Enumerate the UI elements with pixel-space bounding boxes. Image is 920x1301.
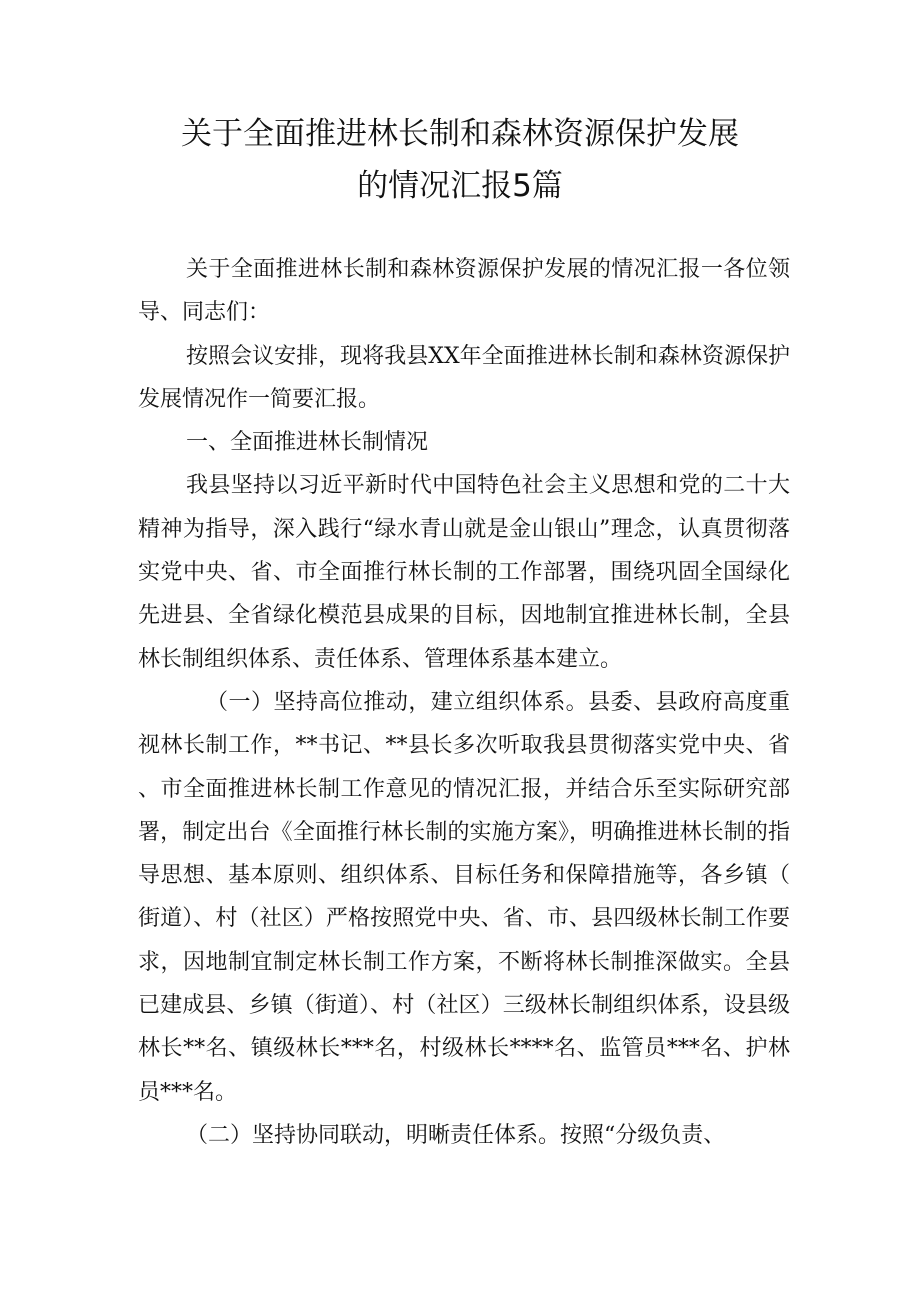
item-2-paragraph: （二）坚持协同联动，明晰责任体系。按照“分级负责、 [186, 1122, 726, 1148]
intro-paragraph: 关于全面推进林长制和森林资源保护发展的情况汇报一各位领导、同志们： [138, 257, 790, 326]
opening-paragraph: 按照会议安排，现将我县XX年全面推进林长制和森林资源保护发展情况作一简要汇报。 [138, 343, 790, 412]
item-1-paragraph: （一）坚持高位推动，建立组织体系。县委、县政府高度重视林长制工作，**书记、**县长多次听取我县贯彻落实党中央、省、市全面推进林长制工作意见的情况汇报，并结合乐至实际研究部署，制定出台《全面推行林长制的实施方案》，明确推进林长制的指导思想、基本原则、组织体系、目标任务和保障措施等，各乡镇（街道）、村（社区）严格按照党中央、省、市、县四级林长制工作要求，因地制宜制定林长制工作方案，不断将林长制推深做实。全县已建成县、乡镇（街道）、村（社区）三级林长制组织体系，设县级林长**名、镇级林长***名，村级林长****名、监管员***名、护林员***名。 [138, 689, 790, 1105]
title-line-2: 的情况汇报5篇 [357, 168, 563, 204]
section-1-heading: 一、全面推进林长制情况 [186, 430, 429, 456]
section-1-body: 我县坚持以习近平新时代中国特色社会主义思想和党的二十大精神为指导，深入践行“绿水青山就是金山银山”理念，认真贯彻落实党中央、省、市全面推行林长制的工作部署，围绕巩固全国绿化先进县、全省绿化模范县成果的目标，因地制宜推进林长制，全县林长制组织体系、责任体系、管理体系基本建立。 [138, 473, 790, 672]
document-body [138, 248, 790, 1157]
document-title [0, 108, 920, 212]
title-line-1: 关于全面推进林长制和森林资源保护发展 [181, 116, 739, 152]
